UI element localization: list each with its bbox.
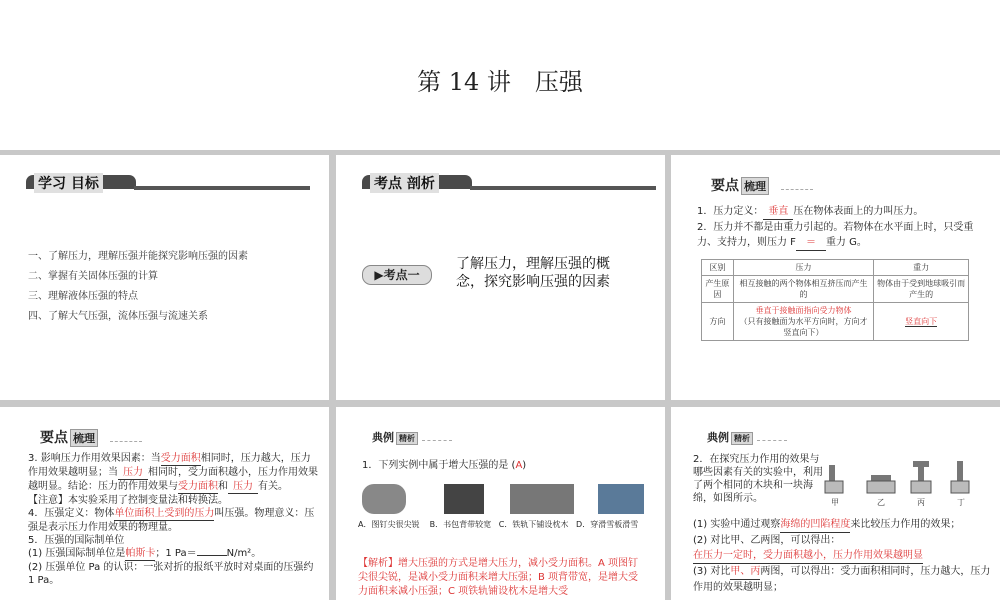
table-cell: 产生原因 [702,276,734,303]
figure-label: 甲 [831,498,839,507]
section-header [707,429,753,445]
slide-example-2[interactable] [671,407,1000,600]
text: (1) 实验中通过观察 [693,519,781,530]
play-icon: ▶ [374,268,384,282]
slide-key-points-1[interactable] [671,155,1000,400]
text: 3. 影响压力作用效果因素：当 [28,453,161,464]
option[interactable]: C．铁轨下铺设枕木 [498,520,569,529]
pill-label: 考点一 [383,268,420,282]
text: 相同时，受力面积越小，压力作用效果越明显。结论：压力的作用效果与 [28,467,318,492]
answer-blank: 在压力一定时，受力面积越小，压力作用效果越明显 [693,548,923,564]
answer-blank: 垂直 [763,204,793,220]
slide-example-1[interactable] [336,407,665,600]
key-point-text [28,452,318,587]
block [957,461,963,483]
text: 2．压力并不都是由重力引起的。若物体在水平面上时，只受重力、支持力，则压力 F [697,222,974,248]
text: 5．压强的国际制单位 [28,535,125,546]
definition-text [697,204,992,251]
backpack-image [444,484,484,514]
experiment-figure [821,457,981,507]
block [913,461,929,467]
header-label: 要点 [40,430,68,446]
block [829,465,835,483]
header-rule [757,440,787,441]
sponge [825,481,843,493]
header-rule [110,441,142,442]
option[interactable]: D．穿滑雪板滑雪 [576,520,639,529]
answer-blank: 压力 [228,480,258,494]
slide-key-points-2[interactable] [0,407,329,600]
text: 两图，可以得出：受力面积相同时，压力越大，压力作用的效果越明显； [693,566,991,593]
section-header [40,427,98,447]
header-badge: 精析 [731,432,753,445]
text: 压在物体表面上的力叫压力。 [793,206,924,217]
exam-point-text: 了解压力，理解压强的概念，探究影响压强的因素 [456,256,610,290]
options-row [358,519,658,530]
answer-blank: 甲、丙 [730,564,760,580]
header-bar [134,186,310,190]
page-title: 第 14 讲 压强 [417,68,583,96]
table-header: 区别 [702,260,734,276]
question-text: 2．在探究压力作用的效果与哪些因素有关的实验中，利用了两个相同的木块和一块海绵，如图所示。 [693,454,823,504]
text: ) [522,460,527,471]
answer-blank: 受力面积 [160,453,201,464]
goal-item: 二、掌握有关固体压强的计算 [28,271,158,282]
goal-item: 四、了解大气压强，流体压强与流速关系 [28,311,208,322]
sponge [951,481,969,493]
header-rule [422,440,452,441]
answer-blank: ＝ [796,235,826,251]
figure-label: 乙 [877,498,885,507]
text: 重力 G。 [825,237,867,248]
table-cell [733,303,873,341]
sponge [867,481,895,493]
text: 有关。 [258,481,288,492]
exam-point-pill[interactable] [362,265,432,285]
answer-blank: 压力 [118,466,148,480]
slide-exam-points[interactable] [336,155,665,400]
answer-text: 竖直向下 [905,317,938,326]
section-header [372,429,418,445]
answer-blank: 单位面积上受到的压力 [114,508,215,519]
header-label: 要点 [711,178,739,194]
answer-text: 垂直于接触面指向受力物体 [755,306,852,315]
sub-question-text [693,517,993,595]
text: (2) 对比甲、乙两图，可以得出： [693,535,841,546]
header-label: 考点 剖析 [370,173,439,193]
figure-label: 丁 [957,498,965,507]
text: (2) 压强单位 Pa 的认识：一张对折的报纸平放时对桌面的压强约 1 Pa。 [28,562,314,586]
question-text [362,458,526,473]
header-label: 典例 [372,431,394,444]
thumbtack-image [362,484,406,514]
figure-label: 丙 [917,498,925,507]
answer-blank: 受力面积 [178,481,218,492]
goal-item: 三、理解液体压强的特点 [28,291,138,302]
text: 4．压强定义：物体 [28,508,115,519]
table-cell: 方向 [702,303,734,341]
text: 相同时，压力越大，压力作用效果越明显；当 [28,453,311,478]
text: 叫压强。物理意义：压强是表示压力作用效果的物理量。 [28,508,315,533]
text: ；1 Pa＝ [155,548,197,559]
answer-blank: 海绵的凹陷程度 [780,517,850,533]
slide-learning-goals[interactable] [0,155,329,400]
answer-text: A [515,460,523,471]
header-label: 典例 [707,431,729,444]
text: (1) 压强国际制单位是 [28,548,126,559]
table-cell [874,303,969,341]
note-text: 【注意】本实验采用了控制变量法和转换法。 [28,495,228,506]
option[interactable]: A．图钉尖很尖锐 [358,520,420,529]
section-header [711,175,769,195]
table-cell: 相互接触的两个物体相互挤压而产生的 [733,276,873,303]
text: 1．下列实例中属于增大压强的是 ( [362,460,516,471]
header-label: 学习 目标 [34,173,103,193]
goal-item: 一、了解压力，理解压强并能探究影响压强的因素 [28,251,248,262]
comparison-table [701,259,969,341]
text: 1．压力定义： [697,206,764,217]
note-text: （只有接触面为水平方向时，方向才竖直向下） [739,317,868,337]
table-header: 重力 [874,260,969,276]
header-badge: 梳理 [70,429,98,447]
table-cell: 物体由于受到地球吸引而产生的 [874,276,969,303]
railway-image [510,484,574,514]
header-bar [470,186,656,190]
answer-blank [197,555,227,556]
header-badge: 梳理 [741,177,769,195]
sponge [911,481,931,493]
text: 来比较压力作用的效果； [850,519,961,530]
analysis-text: 【解析】增大压强的方式是增大压力，减小受力面积。A 项图钉尖很尖锐，是减小受力面积来增大压强；B 项背带宽，是增大受力面积来减小压强；C 项铁轨铺设枕木是增大受 [358,558,639,597]
table-header: 压力 [733,260,873,276]
header-rule [781,189,813,190]
text: (3) 对比 [693,566,731,577]
option[interactable]: B．书包背带较宽 [429,520,492,529]
answer-blank: 帕斯卡 [125,548,156,559]
skiing-image [598,484,644,514]
text: 和 [218,481,228,492]
header-badge: 精析 [396,432,418,445]
text: N/m²。 [226,548,262,559]
